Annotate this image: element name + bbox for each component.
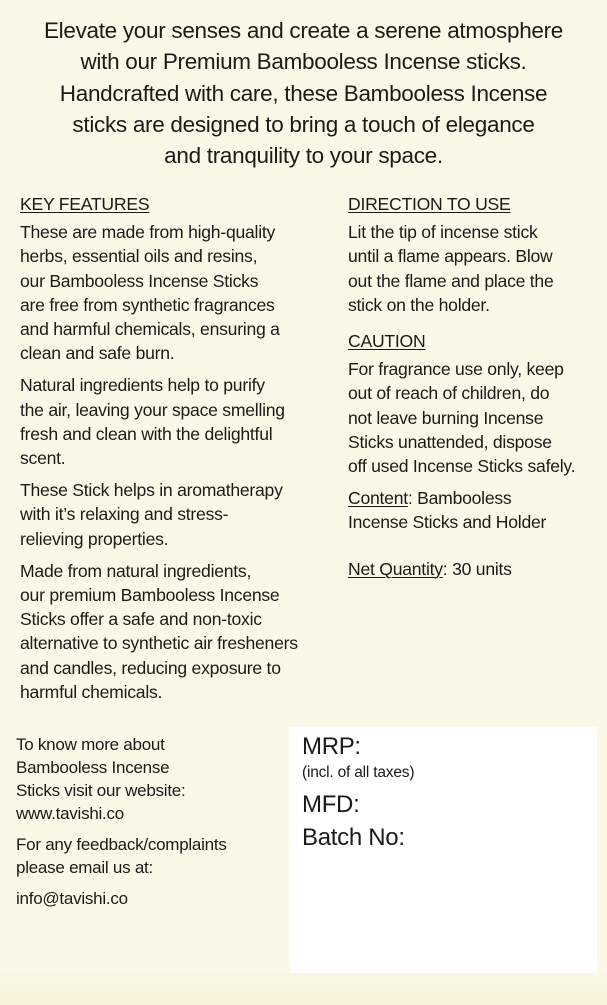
batch-number-label: Batch No:: [302, 824, 405, 851]
net-quantity-value: : 30 units: [442, 558, 512, 579]
net-quantity-info: [348, 557, 607, 581]
caution-line: For fragrance use only, keep: [348, 359, 564, 380]
email-info: [16, 887, 286, 910]
mrp-tax-note: (incl. of all taxes): [302, 764, 415, 781]
mfd-label: MFD:: [302, 791, 360, 818]
directions-heading: DIRECTION TO USE: [348, 194, 511, 214]
content-info: [348, 486, 607, 534]
feature-line: These Stick helps in aromatherapy: [20, 480, 283, 501]
content-value-line2: Incense Sticks and Holder: [348, 512, 547, 533]
website-url: www.tavishi.co: [16, 804, 124, 823]
feature-line: These are made from high-quality: [20, 222, 276, 243]
content-label: Content: [348, 488, 408, 509]
content-line: [348, 486, 607, 510]
feature-line: are free from synthetic fragrances: [20, 294, 275, 315]
feature-line: harmful chemicals.: [20, 681, 163, 702]
website-info: [16, 733, 286, 825]
bottom-shadow: [0, 965, 607, 1005]
directions-line: until a flame appears. Blow: [348, 246, 553, 267]
feature-line: and harmful chemicals, ensuring a: [20, 319, 280, 340]
caution-heading: CAUTION: [348, 331, 426, 352]
feature-line: herbs, essential oils and resins,: [20, 246, 258, 267]
caution-line: not leave burning Incense: [348, 407, 544, 428]
intro-line: and tranquility to your space.: [164, 143, 443, 169]
email-address: info@tavishi.co: [16, 889, 128, 908]
mrp-label: MRP:: [302, 733, 361, 760]
feature-paragraph: [20, 373, 345, 470]
directions-line: out the flame and place the: [348, 270, 554, 291]
feature-line: Made from natural ingredients,: [20, 560, 252, 581]
caution-text: [348, 357, 607, 478]
feature-line: relieving properties.: [20, 528, 169, 549]
feature-paragraph: [20, 220, 345, 365]
directions-text: [348, 220, 607, 317]
feature-line: fresh and clean with the delightful: [20, 423, 273, 444]
feature-line: our Bambooless Incense Sticks: [20, 270, 259, 291]
caution-line: off used Incense Sticks safely.: [348, 456, 576, 477]
website-line: Sticks visit our website:: [16, 781, 186, 800]
feature-line: Natural ingredients help to purify: [20, 375, 265, 396]
intro-line: Handcrafted with care, these Bambooless Incense: [59, 80, 548, 106]
net-quantity-label: Net Quantity: [348, 558, 443, 579]
caution-line: out of reach of children, do: [348, 383, 550, 404]
feature-line: clean and safe burn.: [20, 343, 175, 364]
feedback-line: please email us at:: [16, 858, 153, 877]
right-column: [348, 192, 607, 589]
feature-paragraph: [20, 478, 345, 551]
intro-line: sticks are designed to bring a touch of elegance: [72, 111, 535, 137]
feature-line: our premium Bambooless Incense: [20, 585, 280, 606]
directions-line: Lit the tip of incense stick: [348, 222, 538, 243]
feature-line: Sticks offer a safe and non-toxic: [20, 609, 262, 630]
content-value: : Bambooless: [407, 488, 512, 509]
price-label-box: [289, 727, 597, 973]
intro-line: with our Premium Bambooless Incense sticks.: [80, 49, 527, 75]
feedback-line: For any feedback/complaints: [16, 835, 227, 854]
key-features-heading: KEY FEATURES: [20, 194, 150, 214]
feedback-info: [16, 833, 286, 879]
feature-line: and candles, reducing exposure to: [20, 657, 281, 678]
caution-line: Sticks unattended, dispose: [348, 431, 552, 452]
intro-line: Elevate your senses and create a serene atmosphere: [43, 18, 564, 43]
key-features-section: [20, 192, 345, 712]
feature-paragraph: [20, 559, 345, 704]
feature-line: alternative to synthetic air fresheners: [20, 633, 298, 654]
directions-line: stick on the holder.: [348, 294, 490, 315]
feature-line: the air, leaving your space smelling: [20, 399, 285, 420]
feature-line: scent.: [20, 448, 66, 469]
feature-line: with it’s relaxing and stress-: [20, 504, 229, 525]
website-line: To know more about: [16, 735, 165, 754]
contact-section: [16, 733, 286, 918]
net-quantity-line: [348, 557, 607, 581]
intro-text: [0, 15, 607, 171]
website-line: Bambooless Incense: [16, 758, 170, 777]
